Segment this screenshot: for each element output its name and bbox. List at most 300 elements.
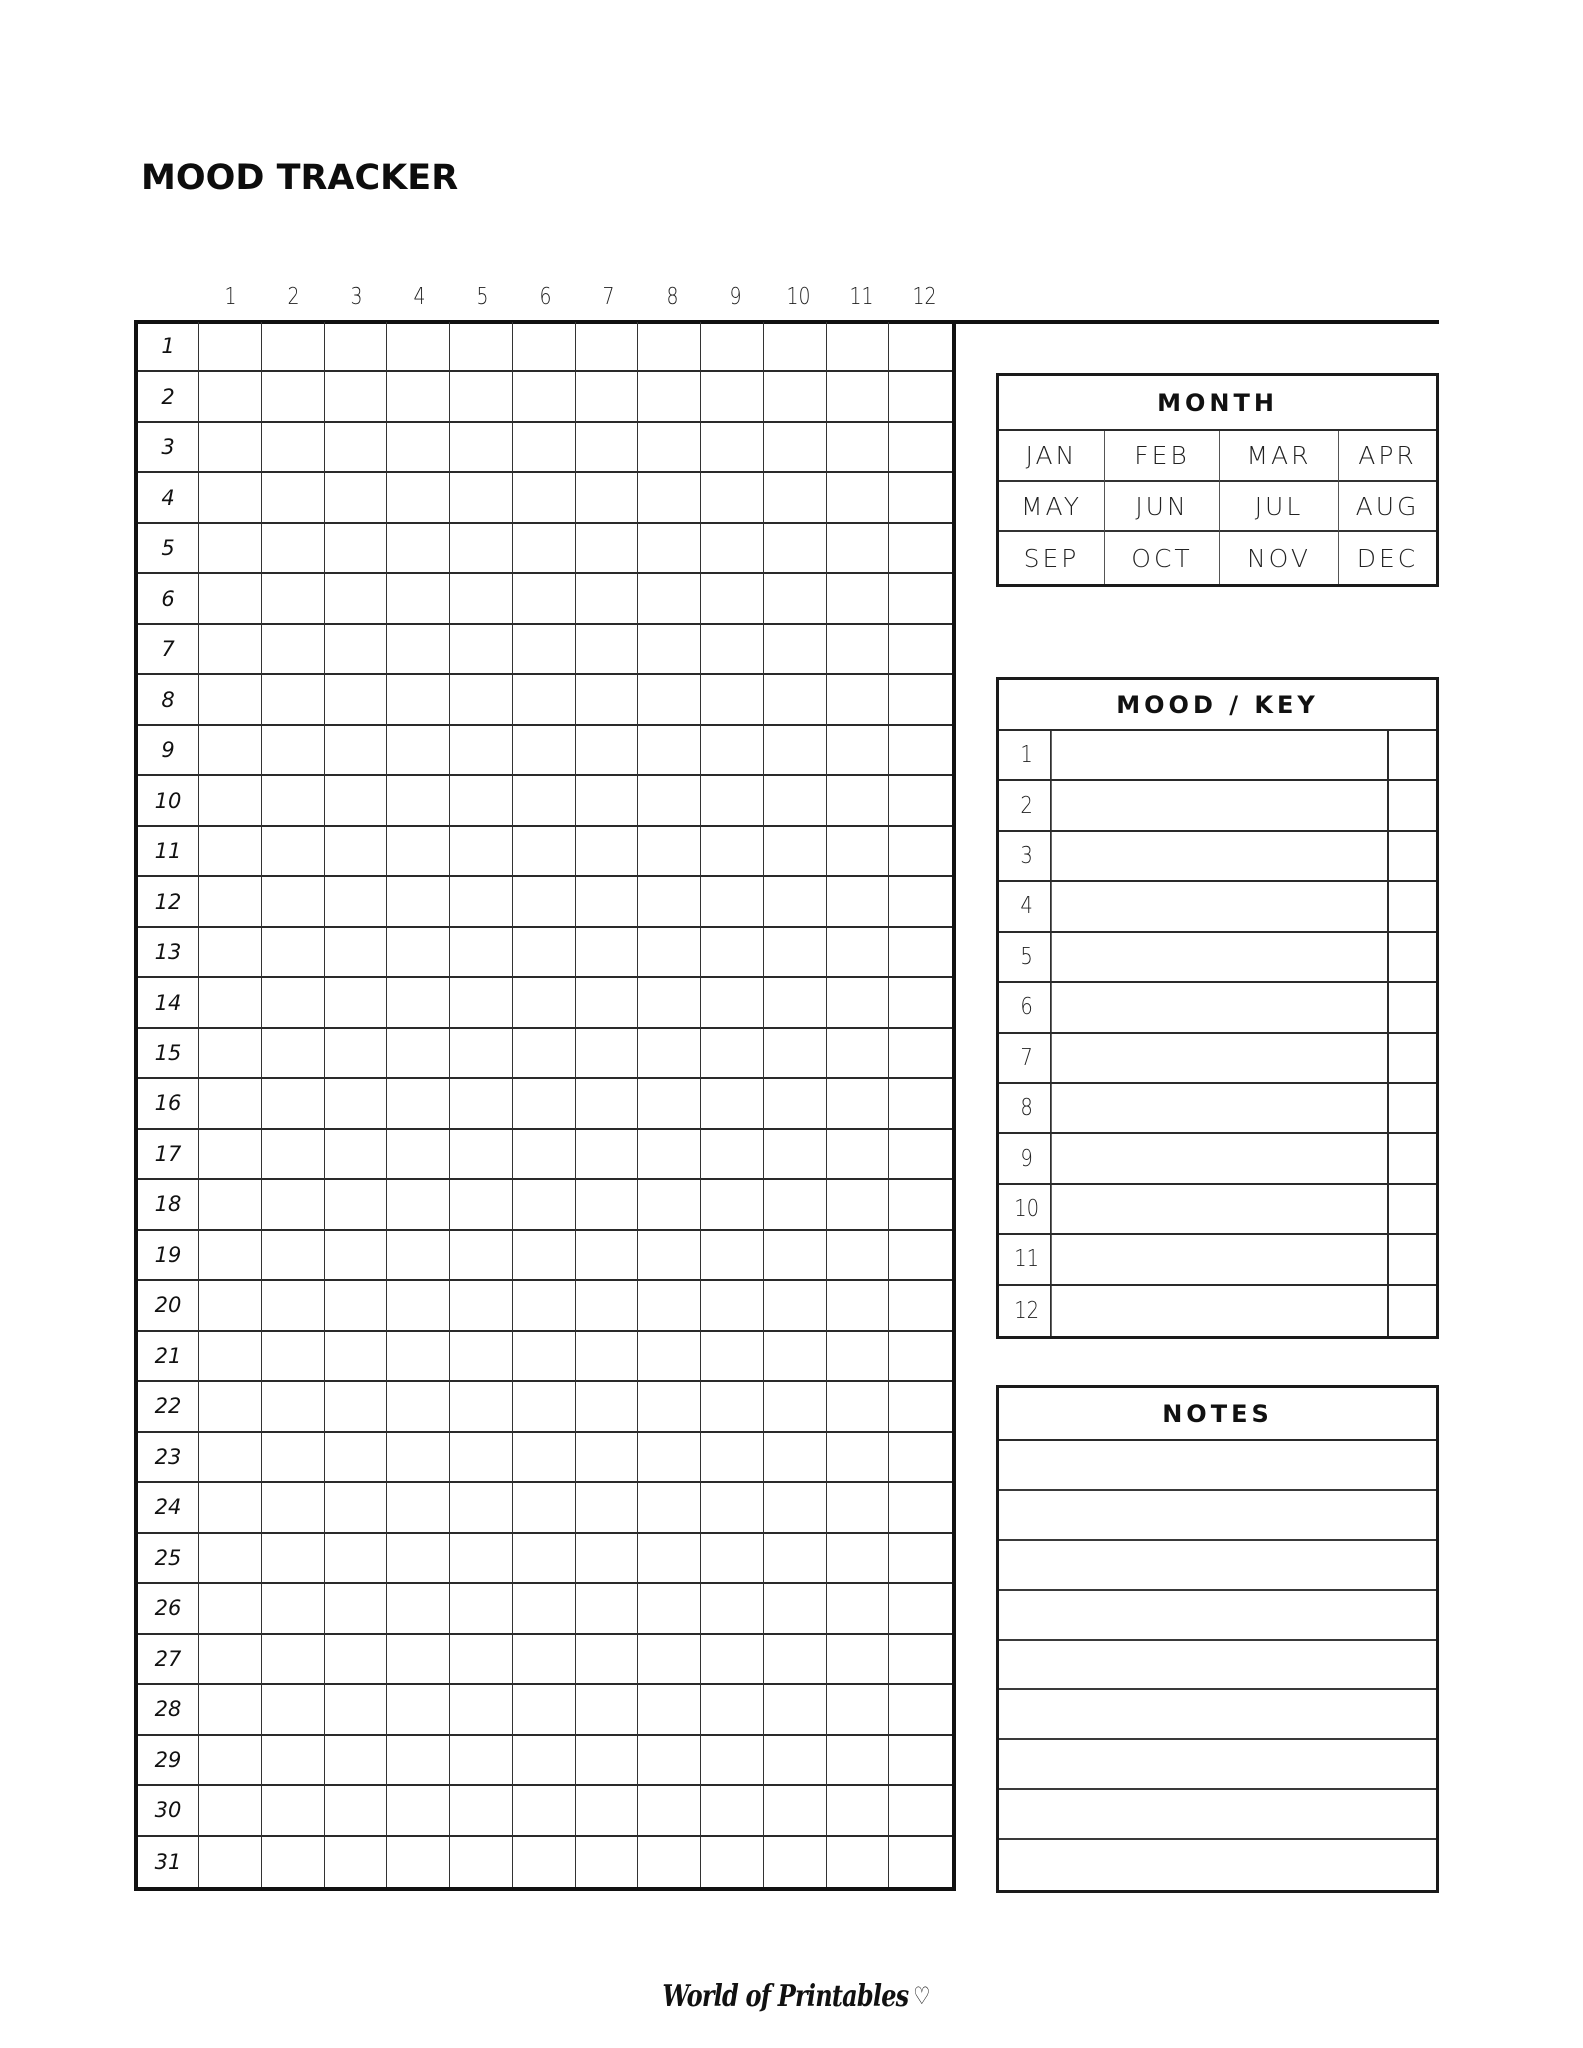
mood-cell[interactable] [325,372,388,422]
mood-cell[interactable] [827,1079,890,1129]
mood-cell[interactable] [701,473,764,523]
mood-color-swatch[interactable] [1389,1084,1436,1132]
mood-cell[interactable] [262,1433,325,1483]
mood-cell[interactable] [262,877,325,927]
mood-cell[interactable] [450,1332,513,1382]
mood-cell[interactable] [325,1433,388,1483]
mood-cell[interactable] [701,1584,764,1634]
mood-cell[interactable] [827,1332,890,1382]
mood-cell[interactable] [450,1130,513,1180]
mood-cell[interactable] [701,1433,764,1483]
mood-cell[interactable] [262,1382,325,1432]
month-option[interactable]: NOV [1220,532,1339,584]
mood-cell[interactable] [513,372,576,422]
mood-cell[interactable] [827,1534,890,1584]
mood-cell[interactable] [387,625,450,675]
mood-cell[interactable] [513,524,576,574]
mood-description-field[interactable] [1056,933,1389,981]
mood-cell[interactable] [701,322,764,372]
mood-cell[interactable] [325,1079,388,1129]
mood-cell[interactable] [262,1786,325,1836]
mood-cell[interactable] [889,1483,952,1533]
mood-cell[interactable] [387,1180,450,1230]
mood-cell[interactable] [889,1079,952,1129]
mood-cell[interactable] [889,1635,952,1685]
mood-cell[interactable] [199,1029,262,1079]
mood-cell[interactable] [199,1382,262,1432]
mood-cell[interactable] [325,473,388,523]
mood-cell[interactable] [513,322,576,372]
mood-cell[interactable] [450,928,513,978]
mood-cell[interactable] [889,322,952,372]
mood-cell[interactable] [638,1382,701,1432]
mood-cell[interactable] [450,1837,513,1887]
mood-cell[interactable] [827,1180,890,1230]
mood-cell[interactable] [387,473,450,523]
mood-cell[interactable] [325,675,388,725]
mood-cell[interactable] [325,1483,388,1533]
mood-cell[interactable] [576,877,639,927]
mood-cell[interactable] [199,524,262,574]
mood-cell[interactable] [513,827,576,877]
mood-cell[interactable] [325,524,388,574]
mood-cell[interactable] [325,776,388,826]
mood-cell[interactable] [764,1837,827,1887]
mood-cell[interactable] [764,1281,827,1331]
mood-cell[interactable] [513,1786,576,1836]
mood-cell[interactable] [199,1332,262,1382]
mood-cell[interactable] [638,524,701,574]
mood-cell[interactable] [701,1130,764,1180]
mood-cell[interactable] [827,1231,890,1281]
mood-cell[interactable] [325,1837,388,1887]
mood-cell[interactable] [513,574,576,624]
mood-color-swatch[interactable] [1389,781,1436,829]
mood-cell[interactable] [889,1332,952,1382]
mood-cell[interactable] [262,1584,325,1634]
mood-cell[interactable] [262,827,325,877]
mood-cell[interactable] [325,1029,388,1079]
mood-cell[interactable] [638,1281,701,1331]
mood-cell[interactable] [325,877,388,927]
mood-cell[interactable] [889,877,952,927]
mood-cell[interactable] [513,1130,576,1180]
mood-cell[interactable] [638,978,701,1028]
month-option[interactable]: JUL [1220,482,1339,532]
mood-cell[interactable] [199,1180,262,1230]
mood-cell[interactable] [387,1837,450,1887]
month-option[interactable]: SEP [999,532,1105,584]
mood-cell[interactable] [827,372,890,422]
mood-cell[interactable] [576,1029,639,1079]
mood-cell[interactable] [387,574,450,624]
month-option[interactable]: JAN [999,431,1105,482]
mood-cell[interactable] [638,1332,701,1382]
mood-cell[interactable] [701,877,764,927]
mood-cell[interactable] [387,1130,450,1180]
mood-cell[interactable] [199,372,262,422]
mood-cell[interactable] [889,1786,952,1836]
mood-cell[interactable] [513,1382,576,1432]
notes-line[interactable] [999,1740,1436,1790]
mood-cell[interactable] [325,1180,388,1230]
mood-cell[interactable] [764,574,827,624]
mood-cell[interactable] [450,1029,513,1079]
mood-cell[interactable] [889,1685,952,1735]
mood-cell[interactable] [889,1180,952,1230]
mood-cell[interactable] [764,473,827,523]
mood-cell[interactable] [576,1635,639,1685]
mood-cell[interactable] [576,1483,639,1533]
mood-cell[interactable] [450,1736,513,1786]
mood-cell[interactable] [450,423,513,473]
mood-cell[interactable] [701,928,764,978]
mood-cell[interactable] [889,473,952,523]
mood-cell[interactable] [325,827,388,877]
mood-cell[interactable] [576,1786,639,1836]
mood-cell[interactable] [325,1332,388,1382]
mood-cell[interactable] [387,1584,450,1634]
mood-cell[interactable] [450,1079,513,1129]
mood-cell[interactable] [701,726,764,776]
mood-cell[interactable] [764,1180,827,1230]
month-option[interactable]: MAR [1220,431,1339,482]
mood-cell[interactable] [764,675,827,725]
mood-cell[interactable] [827,1736,890,1786]
mood-color-swatch[interactable] [1389,1286,1436,1336]
mood-cell[interactable] [387,675,450,725]
mood-cell[interactable] [513,1332,576,1382]
mood-cell[interactable] [450,574,513,624]
mood-cell[interactable] [827,1130,890,1180]
mood-cell[interactable] [576,1584,639,1634]
mood-cell[interactable] [827,726,890,776]
mood-cell[interactable] [387,877,450,927]
mood-cell[interactable] [450,473,513,523]
mood-cell[interactable] [638,1837,701,1887]
mood-cell[interactable] [262,1736,325,1786]
mood-cell[interactable] [764,928,827,978]
mood-cell[interactable] [199,776,262,826]
mood-cell[interactable] [701,1483,764,1533]
mood-cell[interactable] [450,978,513,1028]
mood-cell[interactable] [764,1079,827,1129]
mood-cell[interactable] [889,372,952,422]
mood-cell[interactable] [701,1332,764,1382]
mood-cell[interactable] [387,1736,450,1786]
mood-cell[interactable] [325,1231,388,1281]
notes-line[interactable] [999,1441,1436,1491]
mood-cell[interactable] [325,1130,388,1180]
mood-cell[interactable] [513,1736,576,1786]
mood-cell[interactable] [576,1332,639,1382]
mood-cell[interactable] [387,928,450,978]
mood-cell[interactable] [889,776,952,826]
mood-cell[interactable] [199,1786,262,1836]
mood-cell[interactable] [387,1786,450,1836]
mood-cell[interactable] [638,928,701,978]
mood-cell[interactable] [889,1281,952,1331]
mood-cell[interactable] [638,1685,701,1735]
mood-cell[interactable] [764,726,827,776]
mood-cell[interactable] [701,372,764,422]
mood-cell[interactable] [325,322,388,372]
mood-cell[interactable] [513,1584,576,1634]
mood-cell[interactable] [450,524,513,574]
mood-cell[interactable] [701,1079,764,1129]
mood-cell[interactable] [576,473,639,523]
mood-cell[interactable] [262,1029,325,1079]
mood-cell[interactable] [513,776,576,826]
mood-description-field[interactable] [1056,1185,1389,1233]
mood-cell[interactable] [576,1079,639,1129]
mood-cell[interactable] [576,1736,639,1786]
mood-cell[interactable] [387,1079,450,1129]
mood-cell[interactable] [513,726,576,776]
mood-cell[interactable] [764,1483,827,1533]
mood-cell[interactable] [701,423,764,473]
mood-cell[interactable] [199,978,262,1028]
mood-cell[interactable] [199,877,262,927]
mood-cell[interactable] [764,978,827,1028]
mood-cell[interactable] [638,1736,701,1786]
mood-cell[interactable] [513,1029,576,1079]
mood-cell[interactable] [889,1736,952,1786]
mood-cell[interactable] [513,625,576,675]
mood-cell[interactable] [387,372,450,422]
mood-cell[interactable] [513,1079,576,1129]
mood-cell[interactable] [199,928,262,978]
mood-cell[interactable] [827,1382,890,1432]
notes-line[interactable] [999,1690,1436,1740]
mood-cell[interactable] [576,574,639,624]
mood-cell[interactable] [387,1635,450,1685]
mood-cell[interactable] [262,776,325,826]
mood-cell[interactable] [262,726,325,776]
mood-cell[interactable] [199,1231,262,1281]
mood-cell[interactable] [387,423,450,473]
mood-cell[interactable] [513,1837,576,1887]
mood-cell[interactable] [199,1281,262,1331]
mood-cell[interactable] [889,524,952,574]
mood-cell[interactable] [638,1584,701,1634]
mood-cell[interactable] [889,1534,952,1584]
month-option[interactable]: OCT [1105,532,1220,584]
mood-cell[interactable] [638,1130,701,1180]
mood-cell[interactable] [827,1786,890,1836]
mood-cell[interactable] [450,827,513,877]
mood-cell[interactable] [262,675,325,725]
mood-cell[interactable] [387,1483,450,1533]
mood-cell[interactable] [701,1382,764,1432]
mood-cell[interactable] [764,1635,827,1685]
mood-cell[interactable] [576,827,639,877]
mood-cell[interactable] [199,1584,262,1634]
mood-cell[interactable] [262,524,325,574]
mood-cell[interactable] [638,776,701,826]
mood-cell[interactable] [199,726,262,776]
mood-cell[interactable] [387,827,450,877]
mood-cell[interactable] [638,877,701,927]
mood-cell[interactable] [827,1635,890,1685]
mood-cell[interactable] [701,827,764,877]
mood-cell[interactable] [701,1786,764,1836]
mood-cell[interactable] [325,1635,388,1685]
mood-cell[interactable] [889,1130,952,1180]
mood-color-swatch[interactable] [1389,731,1436,779]
month-option[interactable]: JUN [1105,482,1220,532]
mood-cell[interactable] [199,1079,262,1129]
mood-cell[interactable] [199,1635,262,1685]
mood-description-field[interactable] [1056,983,1389,1031]
mood-cell[interactable] [827,423,890,473]
mood-cell[interactable] [513,1231,576,1281]
notes-line[interactable] [999,1591,1436,1641]
mood-cell[interactable] [701,1736,764,1786]
notes-line[interactable] [999,1491,1436,1541]
mood-cell[interactable] [638,1483,701,1533]
mood-cell[interactable] [889,1837,952,1887]
mood-cell[interactable] [764,1332,827,1382]
mood-cell[interactable] [513,1281,576,1331]
mood-cell[interactable] [576,372,639,422]
mood-cell[interactable] [262,473,325,523]
mood-cell[interactable] [889,726,952,776]
mood-description-field[interactable] [1056,1286,1389,1336]
mood-cell[interactable] [199,1130,262,1180]
mood-cell[interactable] [387,1332,450,1382]
mood-cell[interactable] [576,1281,639,1331]
mood-cell[interactable] [513,1433,576,1483]
mood-cell[interactable] [387,1231,450,1281]
mood-cell[interactable] [199,473,262,523]
mood-cell[interactable] [576,928,639,978]
mood-cell[interactable] [827,322,890,372]
mood-cell[interactable] [827,1483,890,1533]
mood-cell[interactable] [701,1029,764,1079]
mood-cell[interactable] [450,625,513,675]
mood-color-swatch[interactable] [1389,1034,1436,1082]
mood-cell[interactable] [638,1231,701,1281]
mood-cell[interactable] [450,1685,513,1735]
mood-color-swatch[interactable] [1389,1134,1436,1182]
notes-line[interactable] [999,1541,1436,1591]
mood-cell[interactable] [889,625,952,675]
mood-cell[interactable] [199,1736,262,1786]
mood-cell[interactable] [450,1584,513,1634]
mood-cell[interactable] [701,1635,764,1685]
mood-cell[interactable] [199,675,262,725]
mood-cell[interactable] [513,877,576,927]
mood-cell[interactable] [450,1180,513,1230]
mood-cell[interactable] [199,1534,262,1584]
mood-cell[interactable] [262,574,325,624]
mood-cell[interactable] [450,1786,513,1836]
mood-cell[interactable] [827,1433,890,1483]
mood-cell[interactable] [638,827,701,877]
mood-cell[interactable] [701,574,764,624]
mood-cell[interactable] [764,877,827,927]
mood-cell[interactable] [764,776,827,826]
mood-cell[interactable] [889,978,952,1028]
mood-cell[interactable] [325,423,388,473]
mood-cell[interactable] [764,1786,827,1836]
mood-cell[interactable] [638,1433,701,1483]
mood-cell[interactable] [701,524,764,574]
mood-color-swatch[interactable] [1389,983,1436,1031]
mood-cell[interactable] [387,1029,450,1079]
mood-cell[interactable] [764,1584,827,1634]
month-option[interactable]: AUG [1339,482,1436,532]
mood-cell[interactable] [764,1736,827,1786]
mood-cell[interactable] [889,1382,952,1432]
mood-cell[interactable] [701,1685,764,1735]
month-option[interactable]: APR [1339,431,1436,482]
mood-cell[interactable] [387,1433,450,1483]
mood-cell[interactable] [764,322,827,372]
mood-description-field[interactable] [1056,781,1389,829]
mood-cell[interactable] [325,574,388,624]
mood-color-swatch[interactable] [1389,832,1436,880]
mood-cell[interactable] [513,1483,576,1533]
mood-cell[interactable] [889,423,952,473]
mood-cell[interactable] [199,1433,262,1483]
mood-cell[interactable] [199,1483,262,1533]
mood-cell[interactable] [889,574,952,624]
mood-cell[interactable] [701,776,764,826]
mood-cell[interactable] [827,524,890,574]
mood-cell[interactable] [450,1231,513,1281]
mood-cell[interactable] [701,1231,764,1281]
mood-cell[interactable] [262,1130,325,1180]
mood-description-field[interactable] [1056,1235,1389,1283]
mood-cell[interactable] [450,726,513,776]
mood-cell[interactable] [450,776,513,826]
mood-cell[interactable] [325,1584,388,1634]
mood-cell[interactable] [513,473,576,523]
mood-cell[interactable] [827,473,890,523]
mood-cell[interactable] [199,1837,262,1887]
mood-description-field[interactable] [1056,1134,1389,1182]
mood-cell[interactable] [827,877,890,927]
mood-cell[interactable] [262,1534,325,1584]
mood-cell[interactable] [638,1029,701,1079]
mood-description-field[interactable] [1056,731,1389,779]
mood-cell[interactable] [827,928,890,978]
mood-cell[interactable] [262,1079,325,1129]
mood-cell[interactable] [576,978,639,1028]
mood-cell[interactable] [764,1382,827,1432]
notes-line[interactable] [999,1641,1436,1691]
mood-cell[interactable] [450,1534,513,1584]
mood-cell[interactable] [262,372,325,422]
mood-cell[interactable] [387,726,450,776]
mood-cell[interactable] [325,1534,388,1584]
mood-description-field[interactable] [1056,832,1389,880]
mood-cell[interactable] [638,322,701,372]
month-option[interactable]: FEB [1105,431,1220,482]
mood-cell[interactable] [889,1231,952,1281]
mood-cell[interactable] [576,726,639,776]
mood-cell[interactable] [387,524,450,574]
mood-cell[interactable] [262,423,325,473]
mood-cell[interactable] [764,1231,827,1281]
mood-cell[interactable] [889,827,952,877]
mood-cell[interactable] [513,1180,576,1230]
mood-cell[interactable] [764,524,827,574]
mood-cell[interactable] [701,1180,764,1230]
mood-cell[interactable] [701,1837,764,1887]
